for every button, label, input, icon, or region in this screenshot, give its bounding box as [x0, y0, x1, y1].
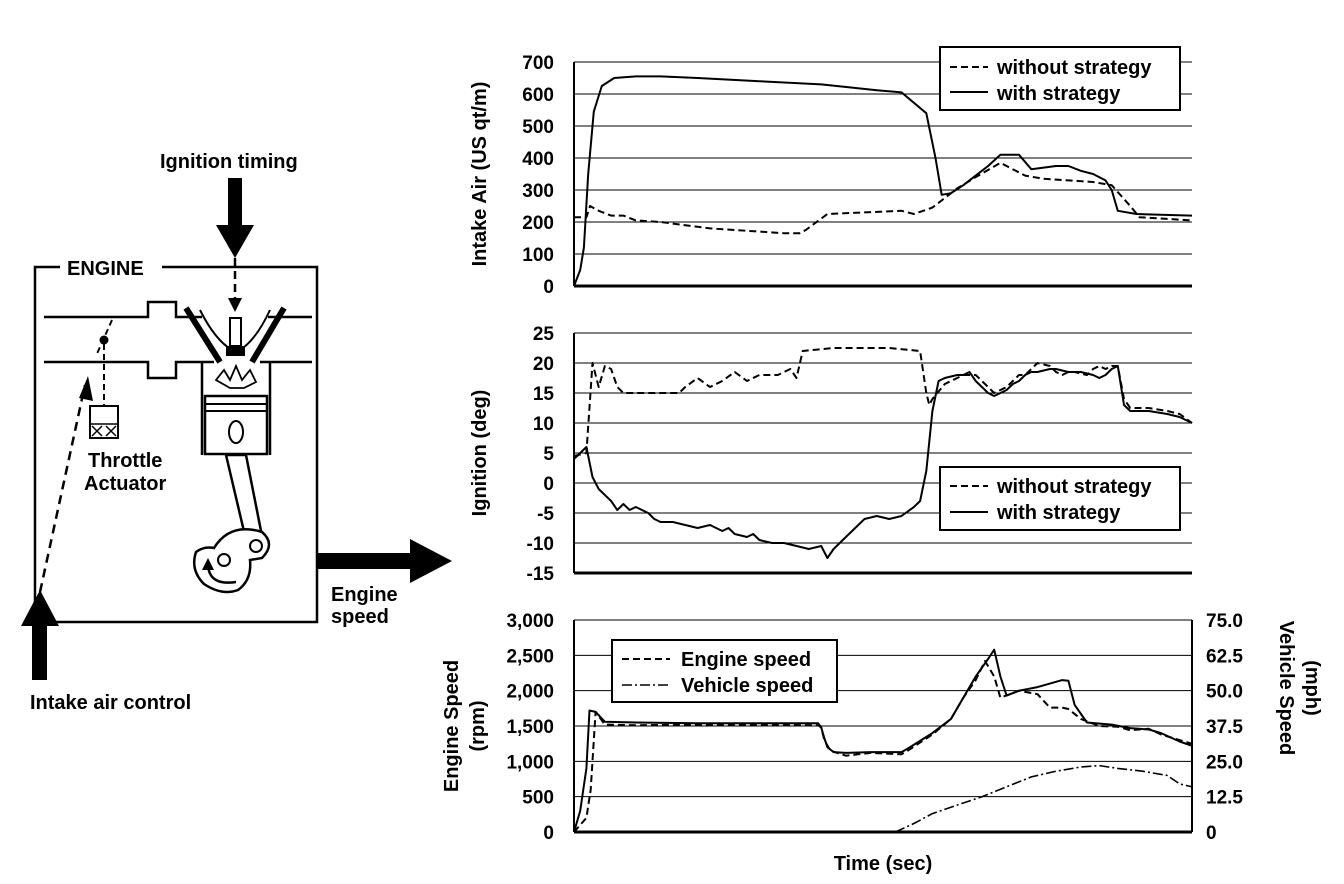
chart-ignition-legend — [940, 467, 1180, 530]
spark-plug-body — [230, 318, 241, 346]
y-tick-label: 25 — [532, 324, 554, 345]
chart-speed-y2-label-1: Vehicle Speed — [1275, 620, 1297, 756]
y-tick-label: 1,500 — [506, 717, 554, 738]
engine-speed-arrow — [318, 539, 452, 583]
y-tick-label: -15 — [526, 564, 554, 585]
crank-pin — [250, 540, 262, 552]
y-tick-label: 400 — [522, 149, 554, 170]
series-line-without-strategy — [574, 163, 1192, 233]
series-line-vehicle-speed — [895, 766, 1192, 832]
intake-pipe-bottom — [44, 362, 214, 378]
y-tick-label: 15 — [532, 384, 554, 405]
throttle-actuator-label-1: Throttle — [88, 450, 163, 472]
ignition-dash-arrowhead — [228, 298, 242, 312]
y2-tick-label: 0 — [1206, 823, 1217, 844]
connecting-rod — [226, 455, 262, 540]
chart-intake-air-y-ticks — [522, 53, 554, 298]
y-tick-label: 600 — [522, 85, 554, 106]
y-tick-label: 1,000 — [506, 752, 554, 774]
intake-air-control-label: Intake air control — [30, 692, 192, 714]
spark-plug-base — [226, 346, 245, 356]
y-tick-label: 500 — [522, 787, 554, 809]
y-tick-label: 700 — [522, 53, 554, 74]
y-tick-label: 5 — [543, 444, 554, 465]
y2-tick-label: 50.0 — [1206, 681, 1243, 703]
legend-label-without-strategy: without strategy — [997, 57, 1152, 79]
chart-speed-y-label-1: Engine Speed — [441, 659, 463, 793]
y2-tick-label: 25.0 — [1206, 752, 1243, 774]
intake-control-dash-arrowhead — [79, 376, 93, 401]
y-tick-label: 20 — [532, 354, 554, 375]
chart-intake-air — [469, 47, 1192, 298]
intake-control-dashed-line — [40, 385, 85, 592]
y-tick-label: 2,000 — [506, 681, 554, 703]
chart-speed-y2-label-2: (mph) — [1301, 660, 1323, 716]
y2-tick-label: 62.5 — [1206, 646, 1243, 668]
engine-label: ENGINE — [67, 258, 144, 280]
y-tick-label: 200 — [522, 213, 554, 234]
engine-diagram — [21, 151, 452, 714]
chart-ignition-y-label: Ignition (deg) — [469, 389, 491, 517]
chart-speed-y2-ticks — [1206, 611, 1243, 844]
y-tick-label: 0 — [543, 474, 554, 495]
chart-speed — [441, 611, 1323, 875]
y-tick-label: 10 — [532, 414, 554, 435]
chart-ignition — [469, 324, 1192, 585]
ignition-timing-label: Ignition timing — [160, 151, 298, 173]
intake-port — [200, 310, 232, 350]
y-tick-label: 500 — [522, 117, 554, 138]
throttle-pivot — [100, 336, 109, 345]
legend-label-with-strategy: with strategy — [997, 502, 1121, 524]
y-tick-label: 300 — [522, 181, 554, 202]
y2-tick-label: 75.0 — [1206, 611, 1243, 632]
legend-label-without-strategy: without strategy — [997, 476, 1152, 498]
y-tick-label: 0 — [543, 823, 554, 844]
y-tick-label: -10 — [526, 534, 554, 555]
intake-pipe-top — [44, 302, 202, 317]
legend-label-engine-speed: Engine speed — [681, 649, 812, 671]
chart-speed-y-ticks — [506, 611, 554, 844]
chart-intake-air-y-label: Intake Air (US qt/m) — [469, 81, 491, 267]
legend-label-with-strategy: with strategy — [997, 83, 1121, 105]
crank-center — [218, 554, 230, 566]
chart-speed-legend — [612, 640, 837, 702]
chart-intake-air-legend — [940, 47, 1180, 110]
ignition-timing-arrow — [216, 178, 254, 258]
piston-pin — [229, 421, 243, 443]
y2-tick-label: 37.5 — [1206, 717, 1243, 738]
engine-speed-label-1: Engine — [331, 584, 398, 606]
engine-speed-label-2: speed — [331, 606, 389, 628]
series-line-without-strategy — [574, 348, 1192, 456]
y-tick-label: 2,500 — [506, 646, 554, 668]
y-tick-label: -5 — [537, 504, 554, 525]
legend-label-vehicle-speed: Vehicle speed — [681, 675, 814, 697]
intake-air-control-arrow — [21, 590, 59, 680]
y2-tick-label: 12.5 — [1206, 787, 1243, 809]
chart-speed-y-label-2: (rpm) — [467, 700, 489, 752]
throttle-actuator-label-2: Actuator — [84, 473, 167, 495]
chart-speed-x-label: Time (sec) — [833, 853, 933, 875]
spark-flame-icon — [216, 366, 256, 388]
chart-ignition-y-ticks — [527, 324, 555, 585]
y-tick-label: 0 — [543, 277, 554, 298]
y-tick-label: 100 — [522, 245, 554, 266]
y-tick-label: 3,000 — [506, 611, 554, 632]
